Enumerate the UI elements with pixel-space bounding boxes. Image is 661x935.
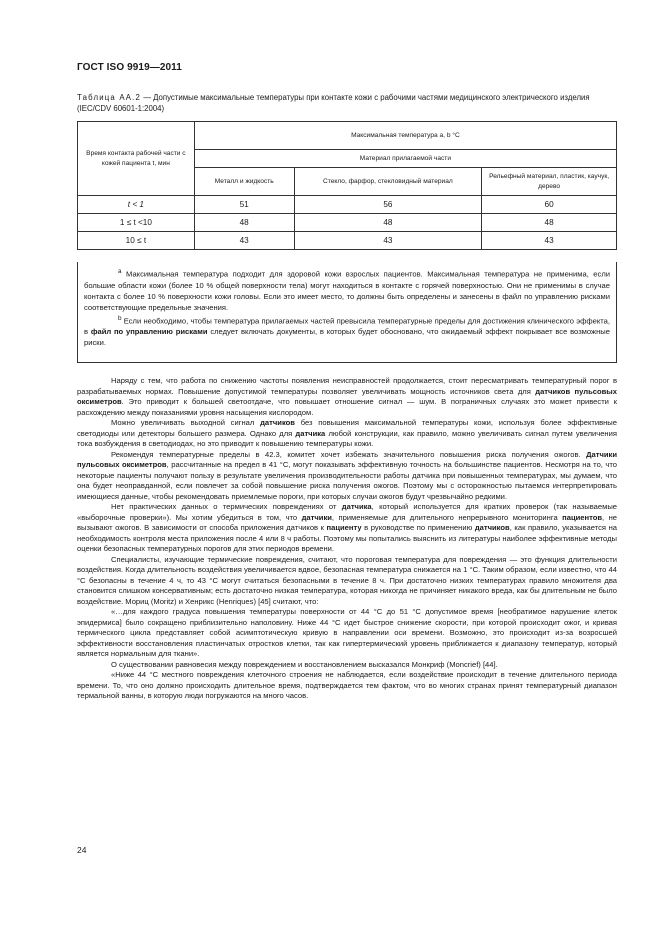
max-temperature-table: [77, 121, 617, 250]
table-row: [78, 214, 617, 232]
footnote-a: [84, 266, 610, 313]
column-header-plastic: Рельефный материал, пластик, каучук, дерево: [482, 168, 617, 196]
document-standard-title: ГОСТ ISO 9919—2011: [77, 62, 182, 73]
footnote-b: [84, 313, 610, 349]
value-cell: 60: [482, 196, 617, 214]
paragraph: Нет практических данных о термических повреждениях от датчика, который используется для кратких проверок (так называемые «выборочные проверки»). Мы хотим убедиться в том, что датчики, применяемые для длительного непрерывного мониторинга пациентов, не вызывают ожогов. В зависимости от способа приложения датчиков к пациенту в руководстве по применению датчиков, как правило, указывается на необходимость контроля места приложения после 4 или 8 ч работы. Поэтому мы попытались выяснить из литературы наиболее эффективные методы оценки безопасных температурных порогов для этих периодов времени.: [77, 502, 618, 553]
table-caption: [77, 92, 617, 114]
value-cell: 43: [294, 232, 482, 250]
table-caption-text: — Допустимые максимальные температуры при контакте кожи с рабочими частями медицинского электрического изделия (IEC/CDV 60601-1:2004): [77, 93, 590, 113]
footnote-b-text-end: следует включать документы, в которых будет обосновано, что ожидаемый эффект покрывает все возможные риски.: [84, 327, 610, 348]
table-row: [78, 196, 617, 214]
value-cell: 43: [482, 232, 617, 250]
value-cell: 48: [294, 214, 482, 232]
paragraph: Специалисты, изучающие термические повреждения, считают, что пороговая температура для повреждения — это функция длительности воздействия. Когда длительность воздействия увеличивается вдвое, безопасная температура снижается на 1 °С. Таким образом, если известно, что 44 °С безопасны в течение 4 ч, то 43 °С могут считаться безопасными в течение 8 ч. При достаточно низких температурах правило множителя два становится слишком консервативным; есть достаточно низкая температура, которая никогда не причиняет никакого вреда, как бы длительным не было воздействие. Мориц (Moritz) и Хенрикс (Henriques) [45] считают, что:: [77, 554, 617, 606]
footnote-b-mark: b: [118, 314, 122, 322]
column-header-metal: Металл и жидкость: [194, 168, 294, 196]
footnote-a-mark: a: [118, 268, 122, 275]
paragraph: Можно увеличивать выходной сигнал датчиков без повышения максимальной температуры кожи, используя более эффективные светодиоды или детекторы большего размера. Однако для датчика любой конструкции, как правило, можно увеличивать сигнал путем увеличения тока возбуждения в светодиодах, но это приводит к повышению температуры кожи.: [77, 418, 617, 448]
paragraph: О существовании равновесия между повреждением и восстановлением высказался Монкриф (Moncrief) [44].: [111, 659, 498, 669]
body-text: [77, 376, 617, 702]
max-temperature-header: Максимальная температура a, b °C: [194, 122, 616, 150]
value-cell: 48: [482, 214, 617, 232]
page-number: 24: [77, 845, 87, 855]
footnote-a-text: Максимальная температура подходит для здоровой кожи взрослых пациентов. Максимальная температура не применима, если большие области кожи (более 10 % общей поверхности тела) могут находиться в контакте с горячей поверхностью. Они не применимы в случае контакта с более 10 % поверхности кожи головы. Если это имеет место, то должны быть определены и занесены в файл по управлению рисками соответствующие предельные значения.: [84, 269, 610, 312]
table-footnotes: [77, 262, 617, 363]
footnote-b-bold: файл по управлению рисками: [90, 327, 208, 337]
value-cell: 51: [194, 196, 294, 214]
paragraph: Наряду с тем, что работа по снижению частоты появления неисправностей продолжается, стоит пересматривать температурный порог в разрабатываемых нормах. Повышение допустимой температуры позволяет увеличивать мощность источников света для датчиков пульсовых оксиметров. Это приводит к большей светоотдаче, что повышает отношение сигнал — шум. В пограничных случаях это может привести к расхождению между показаниями уровня насыщения кислородом.: [77, 376, 617, 417]
value-cell: 48: [194, 214, 294, 232]
value-cell: 56: [294, 196, 482, 214]
table-caption-label: Таблица АА.2: [77, 93, 142, 102]
row-time-cell: 1 ≤ t <10: [78, 214, 195, 232]
table-row: [78, 232, 617, 250]
contact-time-header: Время контакта рабочей части с кожей пациента t, мин: [78, 122, 195, 196]
row-time-cell: 10 ≤ t: [78, 232, 195, 250]
material-header: Материал прилагаемой части: [194, 150, 616, 168]
paragraph: Рекомендуя температурные пределы в 42.3, комитет хочет избежать значительного повышения риска получения ожогов. Датчики пульсовых оксиметров, рассчитанные на предел в 41 °С, могут показывать эффективную точность на большинстве пациентов. Несмотря на то, что некоторые пациенты получают пользу в результате увеличения производительности работы датчика при повышенных температурах, мы думаем, что она будет неоправданной, если повлечет за собой повышение риска получения ожогов. Поэтому мы с осторожностью пытаемся интерпретировать имеющиеся данные, чтобы рекомендовать приемлемые пороги, при которых случаи ожогов будут чрезвычайно редкими.: [77, 449, 618, 501]
quote-paragraph: «Ниже 44 °С местного повреждения клеточного строения не наблюдается, если воздействие происходит в течение длительного периода времени. То, что оно должно происходить длительное время, подтверждается тем фактом, что во многих странах принят температурный диапазон термальной ванны, в которую люди погружаются на много часов.: [77, 670, 617, 700]
footnote-b-text: Если необходимо, чтобы температура прилагаемых частей превысила температурные пределы для достижения клинического эффекта, в: [84, 316, 610, 337]
column-header-glass: Стекло, фарфор, стекловидный материал: [294, 168, 482, 196]
quote-paragraph: «…для каждого градуса повышения температуры поверхности от 44 °С до 51 °С допустимое время [необратимое нарушение клеток эпидермиса] было сокращено приблизительно наполовину. Ниже 44 °С идет быстрое снижение скорости, при которой происходит ожог, и кривая термического цикла представляет собой асимптотическую кривую в направлении оси времени. Возможно, это происходит из-за возросшей эффективности восстановления пластинчатых отростков клетки, так как гипертермический уровень приближается к диапазону температур, который является нормальным для ткани».: [77, 607, 617, 658]
value-cell: 43: [194, 232, 294, 250]
row-time-cell: t < 1: [78, 196, 195, 214]
